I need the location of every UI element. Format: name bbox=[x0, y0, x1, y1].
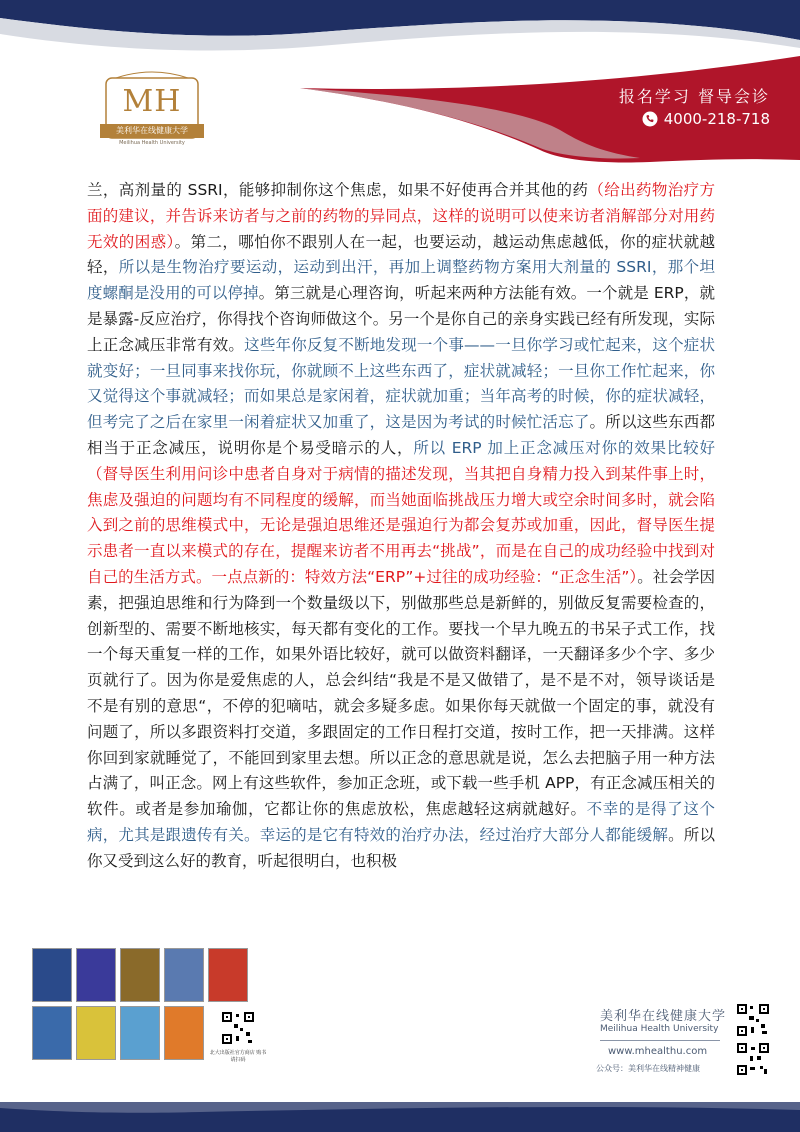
text-segment: 。第二，哪怕你不跟别人在一起，也要运动，越运动焦虑越低，你的症状就越轻， bbox=[87, 232, 715, 277]
footer-divider bbox=[600, 1040, 720, 1041]
university-logo bbox=[96, 70, 208, 160]
highlight-segment: 这些年你反复不断地发现一个事——一旦你学习或忙起来，这个症状就变好；一旦同事来找你玩，你就顾不上这些东西了，症状就减轻；一旦你工作忙起来，你又觉得这个事就减轻；而如果总是家闲着，症状就加重；当年高考的时候，你的症状减轻，但考完了之后在家里一闲着症状又加重了，这是因为考试的时候忙活忘了 bbox=[87, 335, 715, 432]
highlight-segment: 所以 ERP 加上正念减压对你的效果比较好 bbox=[413, 438, 715, 457]
book-cover bbox=[76, 1006, 116, 1060]
text-segment: 。社会学因素，把强迫思维和行为降到一个数量级以下，别做那些总是新鲜的，别做反复需要检查的，创新型的、需要不断地核实，每天都有变化的工作。要找一个早九晚五的书呆子式工作，找一个每天重复一样的工作，如果外语比较好，就可以做资料翻译，一天翻译多少个字、多少页就行了。因为你是爱焦虑的人，总会纠结“我是不是又做错了，是不是不对，领导谈话是不是有别的意思“，不停的犯嘀咕，就会多疑多虑。如果你每天就做一个固定的事，就没有问题了，所以多跟资料打交道，多跟固定的工作日程打交道，按时工作，把一天排满。这样你回到家就睡觉了，不能回到家里去想。所以正念的意思就是说，怎么去把脑子用一种方法占满了，叫正念。网上有这些软件，参加正念班，或下载一些手机 APP，有正念减压相关的软件。或者是参加瑜伽，它都让你的焦虑放松，焦虑越轻这病就越好。 bbox=[87, 567, 715, 819]
book-cover bbox=[120, 1006, 160, 1060]
footer-university-name: 美利华在线健康大学 bbox=[600, 1009, 727, 1024]
footer-wechat: 公众号：美利华在线精神健康 bbox=[596, 1064, 700, 1073]
book-cover bbox=[32, 1006, 72, 1060]
text-segment: 兰，高剂量的 SSRI，能够抑制你这个焦虑，如果不好使再合并其他的药 bbox=[87, 181, 589, 199]
logo-english: Meilihua Health University bbox=[119, 140, 185, 146]
text-segment: 。所以这些东西都相当于正念减压，说明你是个易受暗示的人， bbox=[87, 413, 715, 457]
book-cover bbox=[164, 1006, 204, 1060]
book-cover bbox=[32, 948, 72, 1002]
highlight-segment: 所以是生物治疗要运动，运动到出汗，再加上调整药物方案用大剂量的 SSRI，那个坦度螺酮是没用的可以停掉 bbox=[87, 258, 715, 303]
book-cover bbox=[208, 948, 248, 1002]
phone-icon bbox=[642, 111, 658, 127]
qr-caption: 北大出版社官方商店 购书请扫码 bbox=[209, 1050, 267, 1063]
header-slogan: 报名学习 督导会诊 bbox=[618, 87, 770, 106]
annotation-segment: （督导医生利用问诊中患者自身对于病情的描述发现，当其把自身精力投入到某件事上时，焦虑及强迫的问题均有不同程度的缓解，而当她面临挑战压力增大或空余时间多时，就会陷入到之前的思维模式中，无论是强迫思维还是强迫行为都会复苏或加重，因此，督导医生提示患者一直以来模式的存在，提醒来访者不用再去“挑战”，而是在自己的成功经验中找到对自己的生活方式。一点点新的：特效方法“ERP”+过往的成功经验：“正念生活”） bbox=[87, 464, 715, 586]
book-cover bbox=[120, 948, 160, 1002]
footer-university-english: Meilihua Health University bbox=[600, 1024, 719, 1034]
footer-wave-band bbox=[0, 1102, 800, 1132]
header-phone-row bbox=[642, 110, 770, 128]
qr-code-icon bbox=[736, 1003, 770, 1037]
body-paragraph bbox=[87, 178, 715, 875]
qr-code-icon bbox=[220, 1010, 256, 1046]
text-segment: 。第三就是心理咨询，听起来两种方法能有效。一个就是 ERP，就是暴露-反应治疗，你得找个咨询师做这个。另一个是你自己的亲身实践已经有所发现，实际上正念减压非常有效。 bbox=[87, 284, 715, 354]
book-cover bbox=[76, 948, 116, 1002]
book-covers bbox=[28, 948, 448, 1073]
logo-ribbon: 美利华在线健康大学 bbox=[100, 124, 204, 138]
header-phone-number: 4000-218-718 bbox=[663, 110, 770, 128]
annotation-segment: （给出药物治疗方面的建议，并告诉来访者与之前的药物的异同点，这样的说明可以使来访者消解部分对用药无效的困惑） bbox=[87, 181, 715, 251]
highlight-segment: 不幸的是得了这个病，尤其是跟遗传有关。幸运的是它有特效的治疗办法，经过治疗大部分人都能缓解 bbox=[87, 800, 715, 844]
logo-mark: MH bbox=[122, 84, 182, 119]
book-cover bbox=[164, 948, 204, 1002]
footer-url: www.mhealthu.com bbox=[608, 1046, 708, 1057]
qr-code-icon bbox=[736, 1042, 770, 1076]
text-segment: 。所以你又受到这么好的教育，听起很明白，也积极 bbox=[87, 825, 715, 870]
